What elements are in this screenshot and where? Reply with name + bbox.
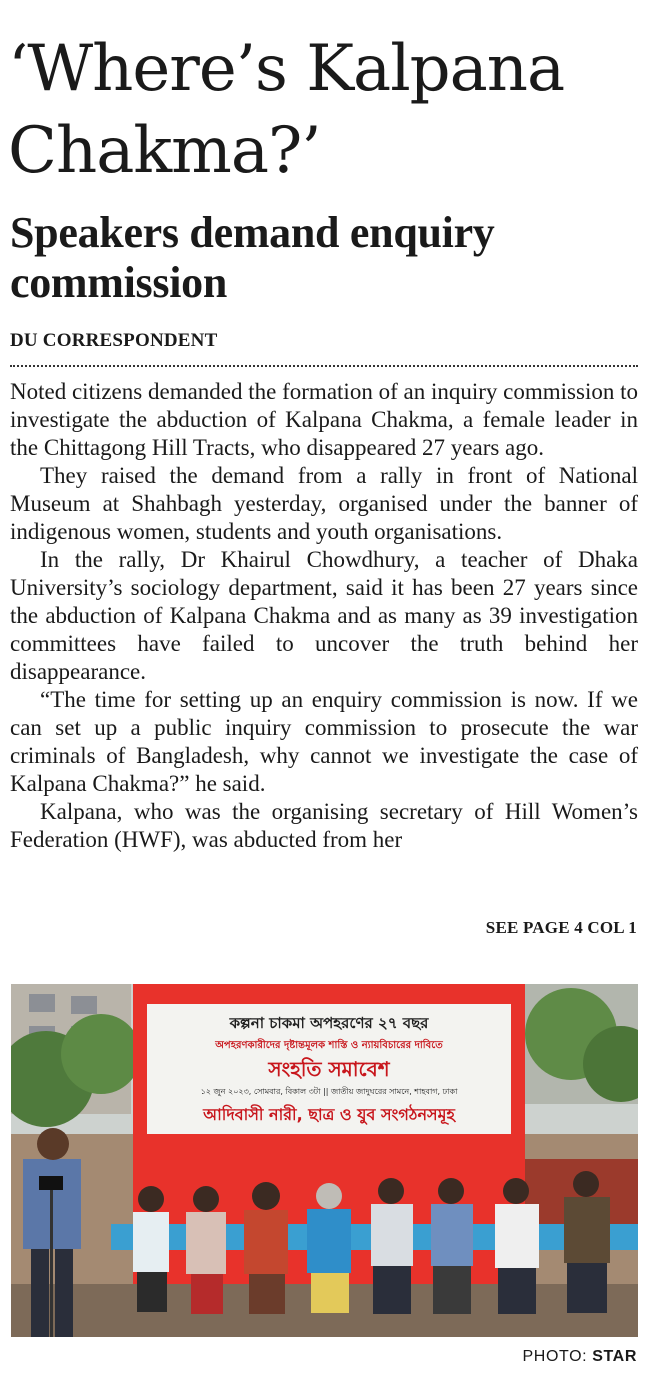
banner-line-3: সংহতি সমাবেশ xyxy=(268,1057,390,1081)
paragraph: “The time for setting up an enquiry commission is now. If we can set up a public inquiry commission to prosecute the war criminals of Bangladesh, why cannot we investigate the case of Kalpana Chakma?” he said. xyxy=(10,687,638,796)
rally-photo-illustration xyxy=(11,984,638,1337)
banner-line-5: আদিবাসী নারী, ছাত্র ও যুব সংগঠনসমূহ xyxy=(203,1105,455,1124)
headline xyxy=(8,28,644,192)
banner-line-2: অপহরণকারীদের দৃষ্টান্তমূলক শাস্তি ও ন্যায়বিচারের দাবিতে xyxy=(215,1040,443,1051)
paragraph: Noted citizens demanded the formation of an inquiry commission to investigate the abduction of Kalpana Chakma, a female leader in the Chittagong Hill Tracts, who disappeared 27 years ago. xyxy=(10,379,638,460)
photo-credit-source: STAR xyxy=(592,1348,637,1365)
photo-credit xyxy=(523,1348,637,1366)
headline-line-2: Chakma?’ xyxy=(8,114,321,188)
subheadline-line-2: commission xyxy=(10,258,228,307)
subheadline-line-1: Speakers demand enquiry xyxy=(10,208,495,257)
banner-line-1: কল্পনা চাকমা অপহরণের ২৭ বছর xyxy=(229,1014,429,1032)
speaker-figure xyxy=(23,1128,81,1337)
paragraph: Kalpana, who was the organising secretary of Hill Women’s Federation (HWF), was abducted from her xyxy=(10,799,638,852)
paragraph: They raised the demand from a rally in front of National Museum at Shahbagh yesterday, organised under the banner of indigenous women, students and youth organisations. xyxy=(10,463,638,544)
byline: DU CORRESPONDENT xyxy=(10,330,218,351)
dotted-divider xyxy=(10,365,638,367)
continuation-note: SEE PAGE 4 COL 1 xyxy=(485,918,637,937)
rally-photo xyxy=(11,984,638,1337)
article-body xyxy=(10,378,638,854)
microphone xyxy=(39,1176,63,1190)
banner-line-4: ১২ জুন ২০২৩, সোমবার, বিকাল ৩টা || জাতীয় জাদুঘরের সামনে, শাহবাগ, ঢাকা xyxy=(200,1087,458,1096)
photo-credit-label: PHOTO: xyxy=(522,1348,588,1365)
headline-line-1: ‘Where’s Kalpana xyxy=(8,32,565,106)
paragraph: In the rally, Dr Khairul Chowdhury, a teacher of Dhaka University’s sociology department, said it has been 27 years since the abduction of Kalpana Chakma and as many as 39 investigation committees have failed to uncover the truth behind her disappearance. xyxy=(10,547,638,684)
subheadline xyxy=(10,208,640,308)
